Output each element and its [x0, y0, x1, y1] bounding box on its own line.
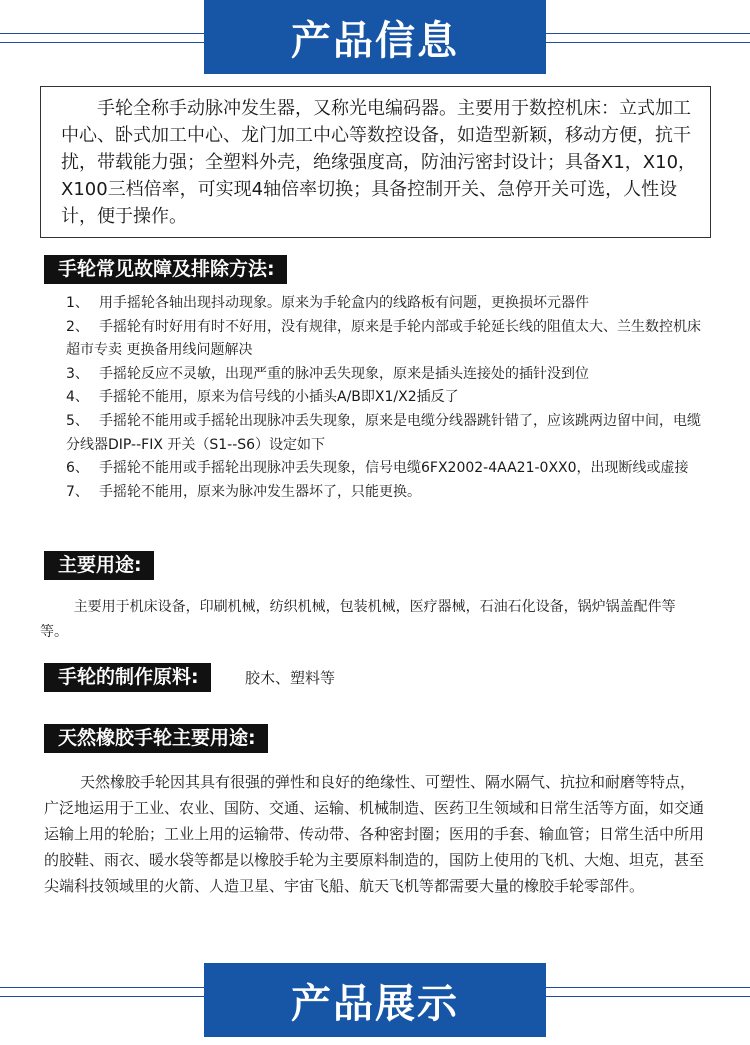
item-number: 1、 [66, 295, 89, 311]
list-item [66, 457, 706, 481]
item-text: 用手摇轮各轴出现抖动现象。原来为手轮盒内的线路板有问题，更换损坏元器件 [99, 295, 589, 311]
item-text: 手摇轮不能用或手摇轮出现脉冲丢失现象，原来是电缆分线器跳针错了，应该跳两边留中间，电缆分线器DIP--FIX 开关（S1--S6）设定如下 [66, 412, 701, 453]
banner-title: 产品信息 [204, 0, 546, 74]
list-item [66, 481, 706, 505]
list-item [66, 363, 706, 387]
intro-text: 手轮全称手动脉冲发生器，又称光电编码器。主要用于数控机床：立式加工中心、卧式加工中心、龙门加工中心等数控设备，如造型新颖，移动方便，抗干扰，带载能力强；全塑料外壳，绝缘强度高，防油污密封设计；具备X1，X10，X100三档倍率，可实现4轴倍率切换；具备控制开关、急停开关可选，人性设计，便于操作。 [61, 98, 697, 227]
faults-heading: 手轮常见故障及排除方法: [44, 255, 287, 284]
item-text: 手摇轮不能用或手摇轮出现脉冲丢失现象，信号电缆6FX2002-4AA21-0XX0，出现断线或虚接 [99, 460, 689, 477]
banner-title: 产品展示 [204, 963, 546, 1037]
material-text: 胶木、塑料等 [245, 669, 336, 687]
item-number: 3、 [66, 365, 89, 382]
item-number: 7、 [66, 483, 89, 500]
rubber-text: 天然橡胶手轮因其具有很强的弹性和良好的绝缘性、可塑性、隔水隔气、抗拉和耐磨等特点，广泛地运用于工业、农业、国防、交通、运输、机械制造、医药卫生领域和日常生活等方面，如交通运输上用的轮胎；工业上用的运输带、传动带、各种密封圈；医用的手套、输血管；日常生活中所用的胶鞋、雨衣、暖水袋等都是以橡胶手轮为主要原料制造的，国防上使用的飞机、大炮、坦克，甚至尖端科技领域里的火箭、人造卫星、宇宙飞船、航天飞机等都需要大量的橡胶手轮零部件。 [44, 773, 705, 895]
faults-list [66, 292, 706, 504]
rubber-heading: 天然橡胶手轮主要用途: [44, 724, 268, 753]
material-heading: 手轮的制作原料: [44, 663, 211, 692]
item-text: 手摇轮不能用，原来为脉冲发生器坏了，只能更换。 [99, 483, 421, 500]
list-item [66, 316, 706, 363]
item-text: 手摇轮反应不灵敏，出现严重的脉冲丢失现象，原来是插头连接处的插针没到位 [99, 365, 589, 382]
list-item [66, 292, 706, 316]
item-number: 4、 [66, 389, 89, 406]
item-number: 2、 [66, 318, 89, 335]
list-item [66, 410, 706, 457]
list-item [66, 386, 706, 410]
item-text: 手摇轮有时好用有时不好用，没有规律，原来是手轮内部或手轮延长线的阻值太大、兰生数控机床超市专卖 更换备用线问题解决 [66, 318, 701, 359]
uses-text: 主要用于机床设备，印刷机械，纺织机械，包装机械，医疗器械，石油石化设备，锅炉锅盖配件等等。 [40, 599, 676, 640]
bottom-banner [0, 963, 750, 1037]
intro-box [40, 86, 711, 238]
item-number: 5、 [66, 412, 89, 429]
item-number: 6、 [66, 460, 89, 477]
item-text: 手摇轮不能用，原来为信号线的小插头A/B即X1/X2插反了 [99, 389, 459, 406]
uses-heading: 主要用途: [44, 551, 154, 580]
top-banner [0, 0, 750, 74]
